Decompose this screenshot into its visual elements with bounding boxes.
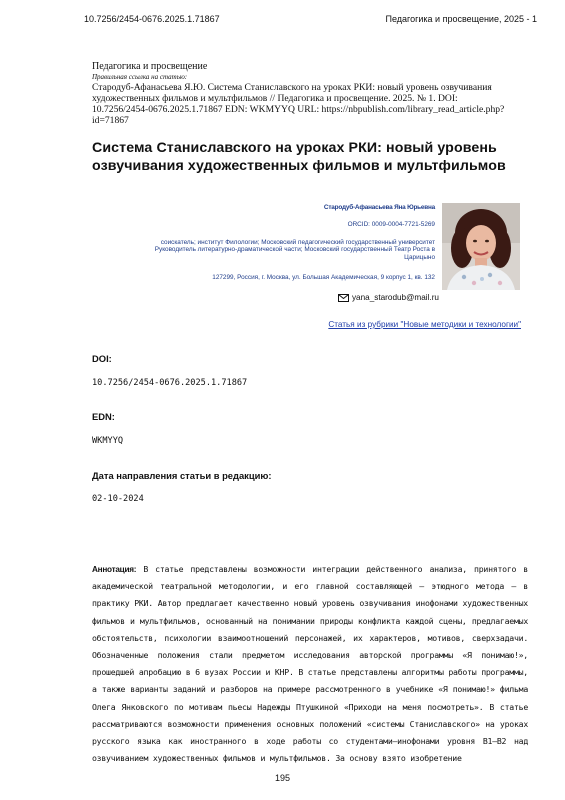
- submission-date-value: 02-10-2024: [92, 494, 144, 504]
- doi-label: DOI:: [92, 353, 112, 364]
- doi-value: 10.7256/2454-0676.2025.1.71867: [92, 378, 248, 388]
- author-photo: [442, 203, 520, 290]
- author-address: 127299, Россия, г. Москва, ул. Большая Академическая, 9 корпус 1, кв. 132: [212, 273, 435, 281]
- article-title: Система Станиславского на уроках РКИ: новый уровень озвучивания художественных фильмов и мультфильмов: [92, 140, 506, 174]
- author-email[interactable]: yana_starodub@mail.ru: [351, 293, 439, 302]
- citation-text: Стародуб-Афанасьева Я.Ю. Система Станиславского на уроках РКИ: новый уровень озвучивания художественных фильмов и мультфильмов // Педагогика и просвещение. 2025. № 1. DOI: 10.7256/2454-0676.2025.1.71867 EDN: WKMYYQ URL: https://nbpublish.com/library_read_article.php?id=71867: [92, 82, 505, 126]
- citation-label: Правильная ссылка на статью:: [92, 73, 188, 81]
- page-number: 195: [274, 773, 291, 783]
- envelope-icon: [338, 294, 349, 302]
- author-name: Стародуб-Афанасьева Яна Юрьевна: [323, 204, 435, 211]
- citation-block: [92, 61, 512, 126]
- abstract-label: Аннотация:: [92, 565, 137, 574]
- citation-journal: Педагогика и просвещение: [92, 61, 208, 72]
- portrait-image: [442, 203, 520, 290]
- author-affiliation-1: соискатель; институт Филологии; Московский педагогический государственный университет: [160, 238, 435, 246]
- abstract-text: В статье представлены возможности интеграции действенного анализа, принятого в академической театральной методологии, и его главной составляющей – этюдного метода – в практику РКИ. Автор предлагает качественно новый уровень озвучивания инофонами художественных фильмов и мультфильмов, основанный на понимании природы конфликта каждой сцены, предлагаемых обстоятельств, психологии взаимоотношений персонажей, их характеров, мотивов, сверхзадачи. Обозначенные положения стали предметом исследования авторской программы «Я понимаю!», прошедшей апробацию в 6 вузах России и КНР. В статье представлены алгоритмы работы программы, а также варианты заданий и разборов на примере рассмотренного в учебнике «Я понимаю!» фильма Олега Янковского по мотивам пьесы Надежды Птушкиной «Приходи на меня посмотреть». В статье рассматриваются возможности применения основных положений «системы Станиславского» на уроках русского языка как иностранного в ходе работы со студентами–инофонами уровня В1–В2 над озвучиванием художественных фильмов и мультфильмов. За основу взято изобретение: [92, 564, 528, 764]
- author-info: [135, 204, 435, 282]
- rubric-link[interactable]: Статья из рубрики "Новые методики и технологии": [328, 320, 521, 329]
- author-affiliation-2: Руководитель литературно-драматической части; Московский государственный Театр Роста в Царицыно: [154, 246, 435, 262]
- header-doi: 10.7256/2454-0676.2025.1.71867: [84, 14, 220, 24]
- header-journal: Педагогика и просвещение, 2025 - 1: [385, 14, 537, 24]
- author-orcid[interactable]: ORCID: 0009-0004-7721-5269: [347, 220, 435, 228]
- author-email-row: [338, 293, 439, 302]
- edn-value: WKMYYQ: [92, 436, 124, 446]
- submission-date-label: Дата направления статьи в редакцию:: [92, 470, 272, 481]
- edn-label: EDN:: [92, 411, 115, 422]
- abstract: [92, 561, 528, 767]
